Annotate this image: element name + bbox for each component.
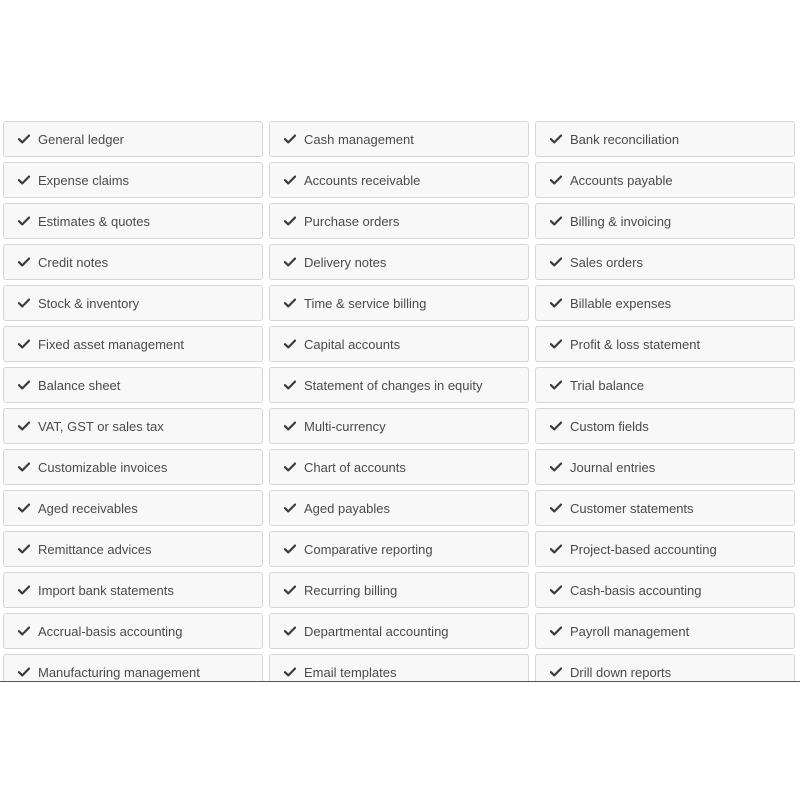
feature-item	[535, 572, 795, 608]
feature-label: Aged payables	[304, 500, 391, 516]
feature-item	[3, 367, 263, 403]
feature-label: Cash management	[304, 131, 414, 147]
check-icon	[550, 501, 570, 515]
feature-label: Journal entries	[570, 459, 656, 475]
features-grid	[3, 121, 795, 682]
check-icon	[284, 460, 304, 474]
check-icon	[550, 296, 570, 310]
feature-item	[535, 613, 795, 649]
feature-item	[535, 531, 795, 567]
feature-item	[269, 326, 529, 362]
feature-label: Trial balance	[570, 377, 644, 393]
check-icon	[18, 419, 38, 433]
feature-label: General ledger	[38, 131, 124, 147]
check-icon	[550, 214, 570, 228]
feature-item	[3, 490, 263, 526]
check-icon	[284, 624, 304, 638]
feature-item	[535, 121, 795, 157]
feature-label: Accrual-basis accounting	[38, 623, 183, 639]
feature-label: Chart of accounts	[304, 459, 406, 475]
check-icon	[550, 255, 570, 269]
feature-label: Multi-currency	[304, 418, 386, 434]
feature-item	[3, 531, 263, 567]
feature-label: Accounts payable	[570, 172, 673, 188]
check-icon	[18, 501, 38, 515]
feature-label: Expense claims	[38, 172, 130, 188]
feature-item	[3, 572, 263, 608]
check-icon	[284, 665, 304, 679]
feature-label: Balance sheet	[38, 377, 121, 393]
feature-label: Time & service billing	[304, 295, 427, 311]
feature-item	[269, 285, 529, 321]
feature-item	[269, 203, 529, 239]
check-icon	[550, 583, 570, 597]
feature-label: Sales orders	[570, 254, 643, 270]
feature-item	[269, 449, 529, 485]
feature-label: Project-based accounting	[570, 541, 717, 557]
check-icon	[18, 460, 38, 474]
check-icon	[18, 296, 38, 310]
feature-item	[535, 449, 795, 485]
feature-item	[3, 285, 263, 321]
feature-item	[269, 490, 529, 526]
feature-label: Billing & invoicing	[570, 213, 672, 229]
check-icon	[284, 501, 304, 515]
feature-label: Fixed asset management	[38, 336, 184, 352]
feature-label: Bank reconciliation	[570, 131, 680, 147]
check-icon	[284, 296, 304, 310]
feature-item	[3, 121, 263, 157]
check-icon	[550, 173, 570, 187]
feature-label: VAT, GST or sales tax	[38, 418, 164, 434]
feature-label: Email templates	[304, 664, 397, 680]
feature-item	[269, 572, 529, 608]
feature-label: Payroll management	[570, 623, 690, 639]
features-section	[0, 118, 800, 682]
check-icon	[18, 665, 38, 679]
feature-label: Recurring billing	[304, 582, 398, 598]
check-icon	[284, 378, 304, 392]
check-icon	[18, 255, 38, 269]
feature-item	[269, 531, 529, 567]
feature-label: Custom fields	[570, 418, 649, 434]
feature-item	[535, 408, 795, 444]
check-icon	[550, 419, 570, 433]
check-icon	[284, 132, 304, 146]
check-icon	[550, 132, 570, 146]
feature-label: Profit & loss statement	[570, 336, 701, 352]
feature-label: Accounts receivable	[304, 172, 421, 188]
feature-item	[535, 490, 795, 526]
feature-label: Delivery notes	[304, 254, 387, 270]
feature-item	[535, 244, 795, 280]
feature-label: Stock & inventory	[38, 295, 140, 311]
feature-item	[269, 244, 529, 280]
feature-label: Remittance advices	[38, 541, 152, 557]
feature-label: Comparative reporting	[304, 541, 433, 557]
check-icon	[18, 132, 38, 146]
feature-item	[535, 203, 795, 239]
check-icon	[550, 624, 570, 638]
check-icon	[18, 173, 38, 187]
feature-item	[269, 162, 529, 198]
feature-label: Capital accounts	[304, 336, 401, 352]
feature-label: Billable expenses	[570, 295, 672, 311]
feature-label: Departmental accounting	[304, 623, 449, 639]
check-icon	[284, 255, 304, 269]
feature-item	[535, 367, 795, 403]
check-icon	[550, 378, 570, 392]
check-icon	[550, 665, 570, 679]
check-icon	[550, 542, 570, 556]
feature-item	[535, 162, 795, 198]
feature-item	[535, 285, 795, 321]
check-icon	[284, 419, 304, 433]
feature-label: Purchase orders	[304, 213, 400, 229]
feature-item	[535, 326, 795, 362]
feature-label: Drill down reports	[570, 664, 672, 680]
check-icon	[18, 542, 38, 556]
check-icon	[18, 583, 38, 597]
check-icon	[18, 378, 38, 392]
feature-item	[3, 326, 263, 362]
feature-item	[3, 449, 263, 485]
check-icon	[18, 624, 38, 638]
feature-label: Manufacturing management	[38, 664, 200, 680]
feature-label: Cash-basis accounting	[570, 582, 702, 598]
feature-label: Import bank statements	[38, 582, 174, 598]
check-icon	[550, 337, 570, 351]
feature-label: Aged receivables	[38, 500, 138, 516]
check-icon	[284, 337, 304, 351]
feature-item	[269, 408, 529, 444]
feature-item	[269, 613, 529, 649]
feature-item	[269, 367, 529, 403]
feature-label: Credit notes	[38, 254, 109, 270]
feature-label: Customer statements	[570, 500, 694, 516]
check-icon	[284, 583, 304, 597]
check-icon	[18, 214, 38, 228]
feature-item	[269, 654, 529, 682]
check-icon	[284, 173, 304, 187]
feature-item	[3, 162, 263, 198]
check-icon	[284, 214, 304, 228]
check-icon	[550, 460, 570, 474]
feature-item	[3, 203, 263, 239]
check-icon	[284, 542, 304, 556]
feature-item	[3, 613, 263, 649]
feature-item	[3, 408, 263, 444]
check-icon	[18, 337, 38, 351]
feature-item	[535, 654, 795, 682]
feature-item	[269, 121, 529, 157]
feature-label: Estimates & quotes	[38, 213, 150, 229]
feature-item	[3, 244, 263, 280]
feature-item	[3, 654, 263, 682]
feature-label: Customizable invoices	[38, 459, 168, 475]
feature-label: Statement of changes in equity	[304, 377, 483, 393]
